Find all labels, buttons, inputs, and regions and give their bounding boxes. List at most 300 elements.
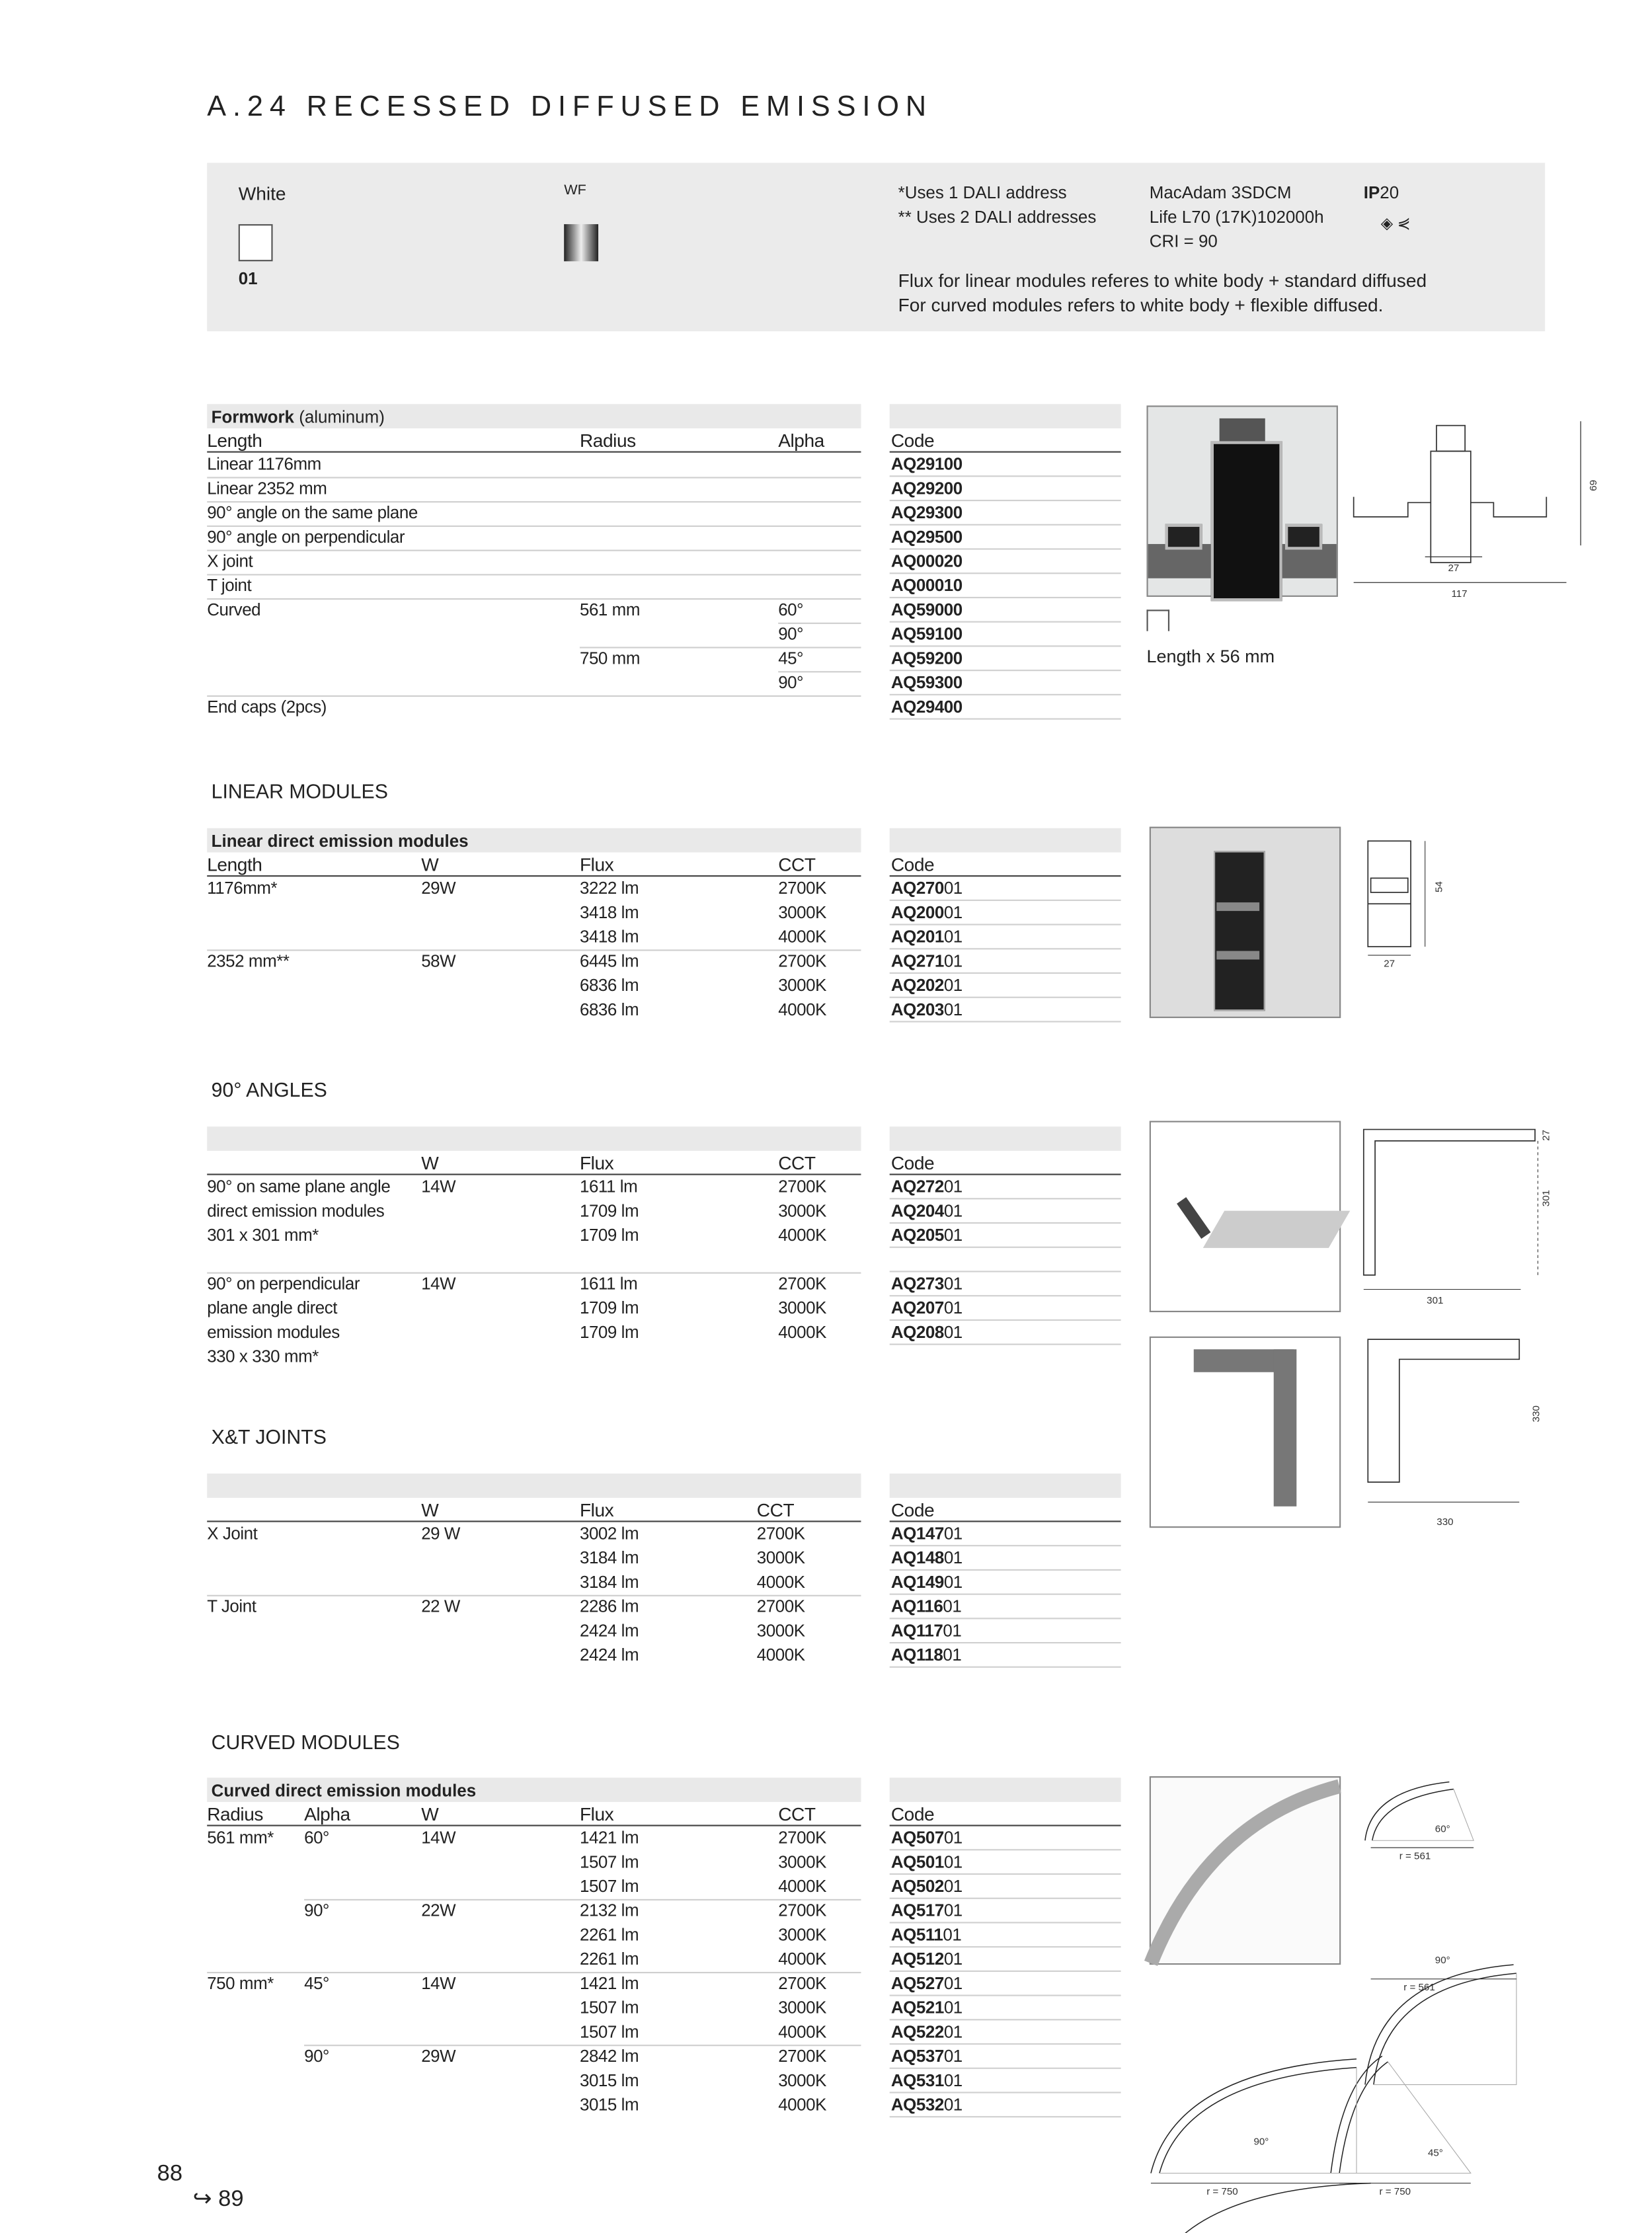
table-cell: 90° angle on perpendicular	[207, 527, 405, 547]
column-header: W	[421, 1152, 439, 1174]
code-prefix: AQ29400	[890, 697, 963, 717]
curve-90-750-angle: 90°	[1253, 2136, 1269, 2148]
table-cell: 750 mm	[579, 648, 641, 668]
code-row	[890, 477, 1121, 501]
table-cell: Linear 1176mm	[207, 453, 321, 475]
code-finish-suffix: 01	[943, 1572, 963, 1592]
table-cell: 3000K	[778, 975, 826, 996]
table-cell: 2700K	[778, 878, 826, 898]
dim-301-horizontal: 301	[1427, 1295, 1444, 1307]
product-code[interactable]	[891, 454, 963, 474]
product-code[interactable]	[891, 927, 963, 947]
product-code[interactable]	[891, 1547, 963, 1567]
table-row	[207, 574, 861, 598]
table-cell: 1421 lm	[579, 1973, 639, 1994]
table-cell: 3015 lm	[579, 2070, 639, 2091]
code-prefix: AQ270	[890, 878, 944, 898]
table-row	[207, 1850, 861, 1875]
table-cell: 14W	[421, 1176, 456, 1197]
code-row	[890, 998, 1121, 1023]
curve-90-561-radius: r = 561	[1403, 1982, 1435, 1994]
curved-drawings	[1142, 1776, 1485, 2233]
curved-table	[207, 1778, 861, 2117]
table-row	[207, 2094, 861, 2118]
table-cell: 14W	[421, 1827, 456, 1848]
table-cell: 561 mm	[579, 600, 641, 620]
section-heading-curved: CURVED MODULES	[211, 1730, 400, 1754]
dim-27: 27	[1448, 563, 1460, 574]
table-cell: 3000K	[778, 1997, 826, 2018]
ip-label: IP	[1363, 182, 1380, 203]
product-code[interactable]	[891, 951, 963, 971]
curve-90-750-radius: r = 750	[1206, 2185, 1238, 2197]
table-cell: 301 x 301 mm*	[207, 1225, 319, 1245]
table-row	[207, 1899, 861, 1924]
code-column-header: Code	[890, 1152, 935, 1174]
table-row	[207, 877, 861, 901]
dim-330-vertical: 330	[1530, 1405, 1542, 1423]
table-cell: 90°	[778, 623, 804, 645]
code-finish-suffix: 01	[943, 878, 963, 898]
section-heading-linear: LINEAR MODULES	[211, 779, 388, 803]
table-cell: 2261 lm	[579, 1924, 639, 1945]
code-row	[890, 671, 1121, 695]
code-finish-suffix: 01	[943, 1997, 963, 2018]
table-cell: 14W	[421, 1973, 456, 1994]
table-row	[207, 1571, 861, 1595]
code-prefix: AQ527	[890, 1973, 944, 1994]
section-heading-angles: 90° ANGLES	[211, 1077, 327, 1101]
column-header: CCT	[778, 1152, 816, 1174]
table-cell: 1611 lm	[579, 1176, 638, 1197]
column-header: Length	[207, 853, 262, 876]
joints-table	[207, 1473, 861, 1668]
formwork-codes	[890, 404, 1121, 719]
product-code[interactable]	[891, 1949, 963, 1969]
formwork-section-drawing	[1342, 414, 1599, 600]
table-cell: 3000K	[778, 1298, 826, 1318]
product-code[interactable]	[891, 1900, 963, 1920]
code-prefix: AQ29300	[890, 502, 963, 523]
curved-title-bold: Curved direct emission modules	[211, 1780, 477, 1801]
table-row	[207, 2069, 861, 2094]
column-header: Length	[207, 430, 262, 451]
code-finish-suffix: 01	[943, 2021, 963, 2042]
table-cell: 3000K	[778, 902, 826, 923]
formwork-caption: Length x 56 mm	[1146, 646, 1275, 667]
table-cell: 1176mm*	[207, 878, 278, 898]
finish-info-panel	[207, 163, 1545, 331]
code-prefix: AQ116	[890, 1596, 943, 1617]
table-row	[207, 526, 861, 550]
code-prefix: AQ272	[890, 1176, 944, 1197]
product-code[interactable]	[891, 1828, 963, 1848]
product-code[interactable]	[891, 648, 963, 668]
table-row	[207, 1972, 861, 1996]
table-cell: 29 W	[421, 1523, 460, 1544]
table-cell: 2700K	[778, 2046, 826, 2066]
table-cell: 90° angle on the same plane	[207, 502, 418, 523]
curved-codes-bar	[890, 1778, 1121, 1802]
row-divider	[207, 550, 861, 551]
row-divider	[207, 949, 861, 951]
table-cell: 4000K	[778, 1225, 826, 1245]
column-header: Flux	[579, 853, 614, 876]
code-column-header: Code	[890, 430, 935, 451]
product-code[interactable]	[891, 2046, 963, 2066]
code-finish-suffix: 01	[943, 2070, 963, 2091]
table-cell: 14W	[421, 1273, 456, 1294]
table-cell: 330 x 330 mm*	[207, 1346, 319, 1367]
code-row	[890, 1224, 1121, 1248]
note-dali-1: *Uses 1 DALI address	[898, 182, 1067, 203]
code-row	[890, 974, 1121, 998]
code-prefix: AQ00020	[890, 551, 963, 572]
curve-90-561-angle: 90°	[1435, 1955, 1450, 1966]
formwork-title-rest: (aluminum)	[294, 407, 385, 427]
table-cell: 2700K	[778, 1900, 826, 1921]
code-row	[890, 1826, 1121, 1851]
curved-code-header	[890, 1802, 1121, 1826]
linear-header-row	[207, 853, 861, 877]
product-code[interactable]	[891, 1852, 963, 1872]
product-code[interactable]	[891, 600, 963, 619]
turn-arrow-icon: ↪	[192, 2187, 212, 2212]
linear-codes-bar	[890, 828, 1121, 853]
table-cell: 60°	[304, 1827, 329, 1848]
code-row	[890, 1522, 1121, 1547]
table-cell: 3000K	[778, 1924, 826, 1945]
code-finish-suffix: 01	[943, 1200, 963, 1221]
code-finish-suffix: 01	[943, 1322, 963, 1343]
table-row	[207, 1619, 861, 1643]
dim-301-vertical: 301	[1540, 1189, 1552, 1207]
code-finish-suffix: 01	[943, 1924, 962, 1945]
formwork-photo	[1146, 405, 1337, 596]
table-cell: 2700K	[778, 1973, 826, 1994]
code-prefix: AQ59300	[890, 672, 963, 693]
column-header: CCT	[778, 1803, 816, 1825]
table-cell: 4000K	[778, 999, 826, 1020]
page-number-right	[193, 2185, 244, 2213]
table-cell: 2424 lm	[579, 1645, 639, 1665]
table-cell: 45°	[778, 648, 804, 668]
table-row	[207, 623, 861, 647]
code-prefix: AQ149	[890, 1572, 944, 1592]
product-code[interactable]	[891, 479, 963, 498]
product-code[interactable]	[891, 1621, 962, 1641]
product-code[interactable]	[891, 1225, 963, 1245]
product-code[interactable]	[891, 1998, 963, 2018]
curve-45-angle: 45°	[1428, 2147, 1443, 2159]
dim-27: 27	[1540, 1130, 1552, 1141]
table-row	[207, 998, 861, 1023]
product-code[interactable]	[891, 2095, 963, 2115]
code-prefix: AQ29500	[890, 527, 963, 547]
code-row	[890, 1571, 1121, 1595]
product-code[interactable]	[891, 902, 963, 922]
code-finish-suffix: 01	[943, 1876, 963, 1897]
table-cell: 1507 lm	[579, 2021, 639, 2042]
table-cell: X Joint	[207, 1523, 258, 1544]
table-row	[207, 1199, 861, 1224]
product-code[interactable]	[891, 1524, 963, 1544]
product-code[interactable]	[891, 1298, 963, 1317]
angle-same-plane-photo	[1150, 1121, 1341, 1312]
column-header: W	[421, 1499, 439, 1521]
code-prefix: AQ200	[890, 902, 944, 923]
code-row	[890, 877, 1121, 901]
table-row	[207, 1321, 861, 1345]
code-finish-suffix: 01	[943, 2046, 963, 2066]
column-header: W	[421, 1803, 439, 1825]
table-cell: 3000K	[756, 1547, 805, 1568]
code-prefix: AQ273	[890, 1273, 944, 1294]
code-row	[890, 1924, 1121, 1948]
table-cell: 2424 lm	[579, 1620, 639, 1641]
code-row	[890, 1643, 1121, 1668]
code-prefix: AQ532	[890, 2094, 944, 2115]
table-cell: 90°	[778, 672, 804, 693]
dim-54: 54	[1433, 881, 1445, 892]
table-row	[207, 695, 861, 720]
code-prefix: AQ511	[890, 1924, 943, 1945]
table-row	[207, 1224, 861, 1248]
table-cell: 22W	[421, 1900, 456, 1921]
table-row	[207, 2020, 861, 2045]
product-code[interactable]	[891, 1177, 963, 1196]
table-cell: End caps (2pcs)	[207, 697, 327, 717]
product-code[interactable]	[891, 672, 963, 692]
product-code[interactable]	[891, 878, 963, 898]
curved-table-title	[207, 1778, 861, 1802]
product-code[interactable]	[891, 502, 963, 522]
page-number-right-value: 89	[218, 2187, 244, 2212]
table-row	[207, 550, 861, 574]
table-cell: 1507 lm	[579, 1852, 639, 1872]
product-code[interactable]	[891, 975, 963, 995]
code-prefix: AQ29200	[890, 478, 963, 498]
code-row	[890, 1273, 1121, 1297]
code-prefix: AQ207	[890, 1298, 944, 1318]
table-cell: 2132 lm	[579, 1900, 639, 1921]
table-cell: 90° on same plane angle	[207, 1176, 391, 1197]
angles-table-title	[207, 1126, 861, 1151]
table-cell: 60°	[778, 600, 804, 620]
code-prefix: AQ501	[890, 1852, 944, 1872]
table-row	[207, 1175, 861, 1200]
code-row	[890, 949, 1121, 974]
product-code[interactable]	[891, 1201, 963, 1221]
table-cell: direct emission modules	[207, 1200, 385, 1221]
linear-module-photo	[1150, 827, 1341, 1018]
table-cell: 90° on perpendicular	[207, 1273, 360, 1294]
table-row	[207, 1522, 861, 1547]
table-cell: 2700K	[778, 1176, 826, 1197]
dim-27: 27	[1384, 958, 1396, 970]
table-cell: 29W	[421, 878, 456, 898]
angle-perpendicular-photo	[1150, 1337, 1341, 1528]
table-cell: 3000K	[778, 1852, 826, 1872]
column-header: Alpha	[778, 430, 824, 451]
code-row	[890, 925, 1121, 950]
code-finish-suffix: 01	[943, 1900, 963, 1921]
code-prefix: AQ147	[890, 1523, 944, 1544]
code-prefix: AQ531	[890, 2070, 944, 2091]
page-title: A.24 RECESSED DIFFUSED EMISSION	[207, 91, 933, 123]
row-divider	[207, 598, 861, 600]
product-code[interactable]	[891, 1274, 963, 1294]
table-cell: 3000K	[778, 2070, 826, 2091]
product-code[interactable]	[891, 999, 963, 1019]
product-code[interactable]	[891, 551, 963, 571]
table-cell: 1507 lm	[579, 1876, 639, 1897]
code-finish-suffix: 01	[943, 1273, 963, 1294]
product-code[interactable]	[891, 1925, 962, 1945]
angle-perpendicular-drawing	[1357, 1328, 1556, 1535]
dim-330-horizontal: 330	[1436, 1516, 1454, 1528]
table-row	[207, 598, 861, 623]
linear-title-bold: Linear direct emission modules	[211, 831, 469, 851]
code-row	[890, 574, 1121, 598]
table-cell: X joint	[207, 551, 253, 572]
code-row	[890, 695, 1121, 720]
table-cell: emission modules	[207, 1322, 340, 1343]
code-row	[890, 2020, 1121, 2045]
table-row	[207, 1595, 861, 1620]
code-prefix: AQ59200	[890, 648, 963, 668]
code-row	[890, 1321, 1121, 1345]
angles-codes	[890, 1126, 1121, 1345]
table-cell: 2700K	[756, 1523, 805, 1544]
code-row	[890, 1296, 1121, 1321]
table-cell: 4000K	[778, 2021, 826, 2042]
table-cell: 1709 lm	[579, 1200, 639, 1221]
code-finish-suffix: 01	[943, 1973, 963, 1994]
product-code[interactable]	[891, 1876, 963, 1896]
table-cell: 4000K	[778, 2094, 826, 2115]
table-row	[207, 501, 861, 526]
note-flux-curved: For curved modules refers to white body + flexible diffused.	[898, 294, 1384, 316]
note-life: Life L70 (17K)102000h	[1149, 207, 1324, 227]
note-flux-linear: Flux for linear modules referes to white body + standard diffused	[898, 270, 1427, 292]
code-column-header: Code	[890, 1499, 935, 1521]
table-cell: T Joint	[207, 1596, 256, 1617]
table-cell: 1709 lm	[579, 1322, 639, 1343]
code-prefix: AQ59000	[890, 600, 963, 620]
code-prefix: AQ507	[890, 1827, 944, 1848]
formwork-code-header	[890, 428, 1121, 453]
curved-codes	[890, 1778, 1121, 2117]
product-code[interactable]	[891, 527, 963, 547]
table-cell: 3418 lm	[579, 902, 639, 923]
table-cell: 750 mm*	[207, 1973, 274, 1994]
finish-white-label: White	[238, 182, 286, 204]
code-row	[890, 1595, 1121, 1620]
column-header: Flux	[579, 1803, 614, 1825]
product-code[interactable]	[891, 1596, 962, 1616]
code-row	[890, 901, 1121, 925]
dim-117: 117	[1451, 588, 1468, 600]
table-cell: 1709 lm	[579, 1225, 639, 1245]
table-row	[207, 646, 861, 671]
code-row	[890, 2069, 1121, 2094]
table-cell: 2286 lm	[579, 1596, 639, 1617]
column-header: Alpha	[304, 1803, 350, 1825]
table-cell: 29W	[421, 2046, 456, 2066]
code-row	[890, 550, 1121, 574]
curve-45-radius: r = 750	[1379, 2185, 1411, 2197]
table-cell: Curved	[207, 600, 261, 620]
code-finish-suffix: 01	[943, 1298, 963, 1318]
joints-codes	[890, 1473, 1121, 1668]
product-code[interactable]	[891, 1973, 963, 1993]
angles-codes-bar	[890, 1126, 1121, 1151]
product-code[interactable]	[891, 697, 963, 717]
product-code[interactable]	[891, 2070, 963, 2090]
code-row	[890, 1199, 1121, 1224]
column-header: Flux	[579, 1152, 614, 1174]
product-code[interactable]	[891, 624, 963, 644]
code-row	[890, 1996, 1121, 2021]
table-cell: T joint	[207, 575, 252, 596]
table-cell: plane angle direct	[207, 1298, 338, 1318]
table-cell: 22 W	[421, 1596, 460, 1617]
table-row	[207, 1345, 861, 1370]
curve-60-angle: 60°	[1435, 1823, 1450, 1835]
table-cell: 4000K	[778, 1876, 826, 1897]
code-prefix: AQ117	[890, 1620, 943, 1641]
product-code[interactable]	[891, 575, 963, 595]
code-prefix: AQ512	[890, 1949, 944, 1969]
row-divider	[207, 574, 861, 575]
table-row	[207, 2045, 861, 2069]
wf-swatch	[564, 224, 598, 261]
linear-codes	[890, 828, 1121, 1023]
code-prefix: AQ00010	[890, 575, 963, 596]
linear-table-title	[207, 828, 861, 853]
code-column-header: Code	[890, 1803, 935, 1825]
code-row	[890, 1175, 1121, 1200]
table-cell: 1421 lm	[579, 1827, 639, 1848]
code-row	[890, 646, 1121, 671]
formwork-codes-bar	[890, 404, 1121, 428]
angles-table	[207, 1126, 861, 1369]
column-header: CCT	[778, 853, 816, 876]
code-finish-suffix: 01	[943, 1620, 962, 1641]
product-code[interactable]	[891, 1645, 962, 1665]
code-row	[890, 2094, 1121, 2118]
table-cell: 3000K	[778, 1200, 826, 1221]
product-code[interactable]	[891, 1572, 963, 1592]
mounting-icon	[1146, 609, 1169, 631]
joints-code-header	[890, 1498, 1121, 1522]
table-cell: 3222 lm	[579, 878, 639, 898]
curve-60-radius: r = 561	[1399, 1850, 1431, 1862]
product-code[interactable]	[891, 1322, 963, 1342]
product-code[interactable]	[891, 2022, 963, 2042]
linear-code-header	[890, 853, 1121, 877]
code-finish-suffix: 01	[943, 1949, 963, 1969]
table-cell: 2261 lm	[579, 1949, 639, 1969]
table-row	[207, 1273, 861, 1297]
table-row	[207, 1924, 861, 1948]
table-cell: 6836 lm	[579, 999, 639, 1020]
angles-header-row	[207, 1151, 861, 1175]
code-finish-suffix: 01	[943, 1523, 963, 1544]
table-row	[207, 477, 861, 501]
code-finish-suffix: 01	[943, 2094, 963, 2115]
